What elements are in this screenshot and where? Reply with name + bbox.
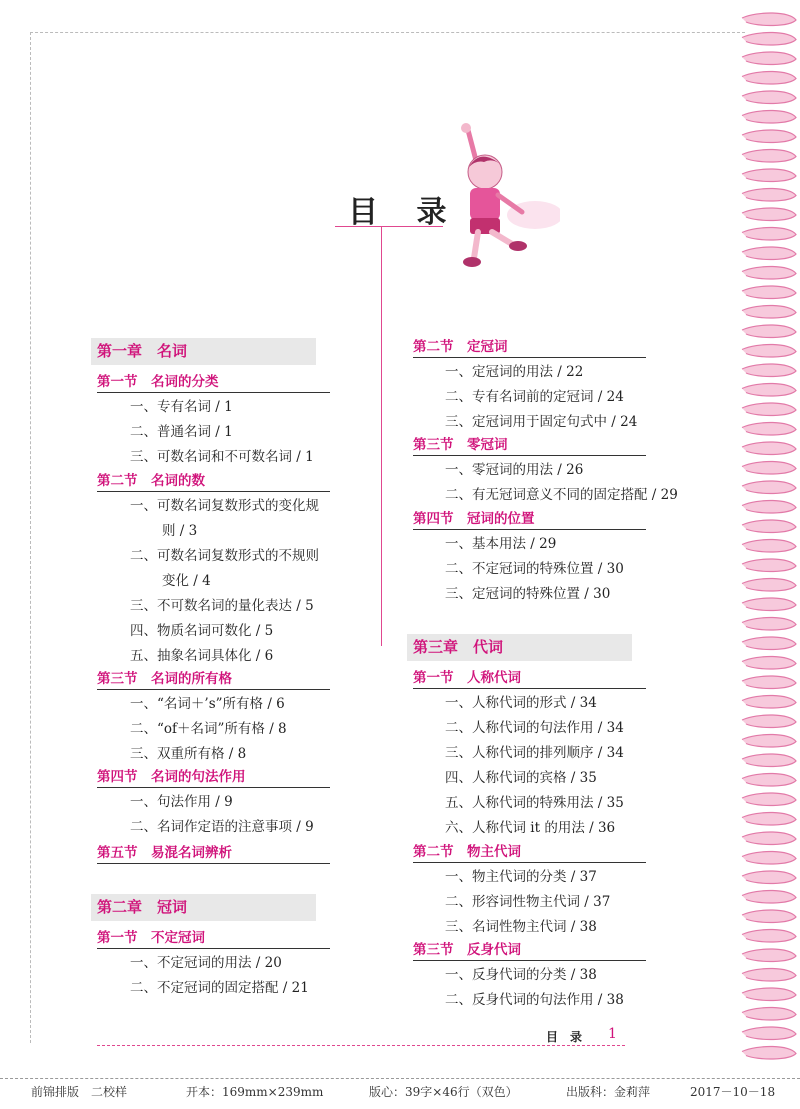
spiral-loop <box>742 52 796 65</box>
spiral-loop <box>742 1046 796 1059</box>
editor-info: 出版科：金莉萍 <box>566 1085 651 1099</box>
toc-entry: 四、人称代词的宾格 / 35 <box>445 770 597 786</box>
spiral-loop <box>742 32 796 45</box>
toc-entry: 一、不定冠词的用法 / 20 <box>130 955 282 971</box>
toc-entry: 一、基本用法 / 29 <box>445 536 557 552</box>
spiral-loop <box>742 188 796 201</box>
spiral-loop <box>742 793 796 806</box>
toc-entry: 三、定冠词的特殊位置 / 30 <box>445 586 611 602</box>
spiral-loop <box>742 305 796 318</box>
chapter-1-heading: 第一章 名词 <box>91 338 316 365</box>
spiral-loop <box>742 754 796 767</box>
toc-entry: 三、双重所有格 / 8 <box>130 746 247 762</box>
section-heading: 第一节 不定冠词 <box>97 927 330 949</box>
spiral-loop <box>742 481 796 494</box>
spiral-loop <box>742 110 796 123</box>
spiral-loop <box>742 578 796 591</box>
jumping-boy-illustration <box>440 120 560 270</box>
toc-entry: 二、普通名词 / 1 <box>130 424 233 440</box>
spiral-loop <box>742 734 796 747</box>
spiral-loop <box>742 227 796 240</box>
toc-entry: 二、专有名词前的定冠词 / 24 <box>445 389 624 405</box>
section-heading: 第二节 物主代词 <box>413 841 646 863</box>
section-heading: 第三节 零冠词 <box>413 434 646 456</box>
spiral-loop <box>742 676 796 689</box>
toc-entry: 五、抽象名词具体化 / 6 <box>130 648 274 664</box>
spiral-loop <box>742 266 796 279</box>
spiral-loop <box>742 715 796 728</box>
toc-entry: 二、“of＋名词”所有格 / 8 <box>130 721 287 737</box>
toc-entry: 二、名词作定语的注意事项 / 9 <box>130 819 314 835</box>
section-heading: 第四节 名词的句法作用 <box>97 766 330 788</box>
spiral-loop <box>742 325 796 338</box>
toc-entry: 三、定冠词用于固定句式中 / 24 <box>445 414 638 430</box>
spiral-loop <box>742 988 796 1001</box>
layout-info: 版心：39字×46行（双色） <box>369 1085 518 1099</box>
spiral-loop <box>742 832 796 845</box>
spiral-loop <box>742 539 796 552</box>
section-heading: 第四节 冠词的位置 <box>413 508 646 530</box>
toc-entry: 一、人称代词的形式 / 34 <box>445 695 597 711</box>
toc-entry: 六、人称代词 it 的用法 / 36 <box>445 820 616 836</box>
toc-entry: 一、可数名词复数形式的变化规 <box>130 498 319 514</box>
section-heading: 第二节 定冠词 <box>413 336 646 358</box>
spiral-loop <box>742 13 796 26</box>
date-info: 2017－10－18 <box>690 1085 776 1099</box>
chapter-2-heading: 第二章 冠词 <box>91 894 316 921</box>
page-title: 目 录 <box>348 195 461 230</box>
footer-rule <box>97 1045 625 1046</box>
spiral-loop <box>742 851 796 864</box>
spiral-loop <box>742 695 796 708</box>
toc-entry: 三、不可数名词的量化表达 / 5 <box>130 598 314 614</box>
toc-entry: 三、名词性物主代词 / 38 <box>445 919 597 935</box>
toc-entry: 二、不定冠词的固定搭配 / 21 <box>130 980 309 996</box>
typesetting-info: 前锦排版 二校样 <box>31 1085 128 1099</box>
spiral-loop <box>742 500 796 513</box>
spiral-loop <box>742 812 796 825</box>
toc-entry: 四、物质名词可数化 / 5 <box>130 623 274 639</box>
spiral-loop <box>742 364 796 377</box>
spiral-loop <box>742 344 796 357</box>
toc-entry: 二、有无冠词意义不同的固定搭配 / 29 <box>445 487 678 503</box>
spiral-loop <box>742 422 796 435</box>
spiral-loop <box>742 520 796 533</box>
title-rule <box>335 226 443 227</box>
spiral-loop <box>742 949 796 962</box>
spiral-loop <box>742 130 796 143</box>
spiral-loop <box>742 617 796 630</box>
section-heading: 第二节 名词的数 <box>97 470 330 492</box>
spiral-loop <box>742 403 796 416</box>
toc-entry: 二、人称代词的句法作用 / 34 <box>445 720 624 736</box>
spiral-loop <box>742 1007 796 1020</box>
toc-entry: 一、“名词＋’s”所有格 / 6 <box>130 696 285 712</box>
spiral-loop <box>742 383 796 396</box>
spiral-loop <box>742 773 796 786</box>
toc-entry: 一、零冠词的用法 / 26 <box>445 462 584 478</box>
toc-entry: 三、可数名词和不可数名词 / 1 <box>130 449 314 465</box>
toc-entry-continued: 则 / 3 <box>162 523 198 539</box>
section-heading: 第五节 易混名词辨析 <box>97 842 330 864</box>
page-number: 1 <box>608 1026 617 1042</box>
toc-entry: 一、句法作用 / 9 <box>130 794 233 810</box>
section-heading: 第一节 人称代词 <box>413 667 646 689</box>
toc-entry: 二、反身代词的句法作用 / 38 <box>445 992 624 1008</box>
spiral-loop <box>742 598 796 611</box>
toc-entry: 一、反身代词的分类 / 38 <box>445 967 597 983</box>
spiral-loop <box>742 461 796 474</box>
section-heading: 第一节 名词的分类 <box>97 371 330 393</box>
toc-entry: 三、人称代词的排列顺序 / 34 <box>445 745 624 761</box>
spiral-loop <box>742 656 796 669</box>
section-heading: 第三节 名词的所有格 <box>97 668 330 690</box>
spiral-loop <box>742 286 796 299</box>
toc-entry-continued: 变化 / 4 <box>162 573 211 589</box>
trim-size-info: 开本：169mm×239mm <box>186 1085 324 1099</box>
spiral-binding <box>738 10 800 1070</box>
spiral-loop <box>742 169 796 182</box>
section-heading: 第三节 反身代词 <box>413 939 646 961</box>
spiral-loop <box>742 871 796 884</box>
spiral-loop <box>742 890 796 903</box>
spiral-loop <box>742 559 796 572</box>
spiral-loop <box>742 1027 796 1040</box>
spiral-loop <box>742 442 796 455</box>
spiral-loop <box>742 208 796 221</box>
toc-entry: 一、物主代词的分类 / 37 <box>445 869 597 885</box>
spiral-loop <box>742 637 796 650</box>
spiral-loop <box>742 149 796 162</box>
column-divider <box>381 226 382 646</box>
spiral-loop <box>742 91 796 104</box>
page-frame <box>30 32 745 1043</box>
toc-entry: 一、定冠词的用法 / 22 <box>445 364 584 380</box>
print-info-divider <box>0 1078 800 1079</box>
toc-entry: 五、人称代词的特殊用法 / 35 <box>445 795 624 811</box>
spiral-loop <box>742 71 796 84</box>
toc-entry: 二、可数名词复数形式的不规则 <box>130 548 319 564</box>
spiral-loop <box>742 929 796 942</box>
chapter-3-heading: 第三章 代词 <box>407 634 632 661</box>
spiral-loop <box>742 910 796 923</box>
toc-entry: 二、形容词性物主代词 / 37 <box>445 894 611 910</box>
toc-entry: 一、专有名词 / 1 <box>130 399 233 415</box>
toc-entry: 二、不定冠词的特殊位置 / 30 <box>445 561 624 577</box>
running-footer-label: 目 录 <box>546 1030 583 1044</box>
spiral-loop <box>742 968 796 981</box>
spiral-loop <box>742 247 796 260</box>
